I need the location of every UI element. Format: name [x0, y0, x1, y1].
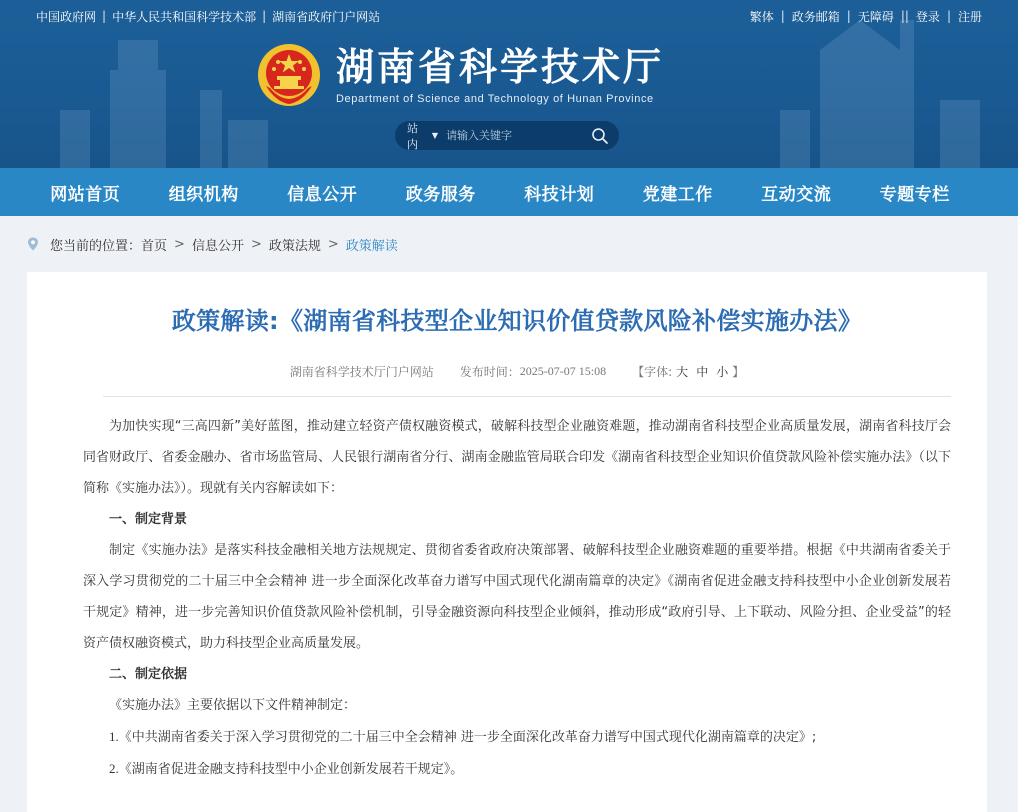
link-hunan-gov[interactable]: 湖南省政府门户网站 — [272, 9, 381, 24]
section-paragraph: 《实施办法》主要依据以下文件精神制定： — [109, 698, 357, 713]
article-source: 湖南省科学技术厅门户网站 — [289, 365, 434, 379]
traditional-chinese-link[interactable]: 繁体 — [749, 9, 774, 24]
separator: | — [262, 9, 267, 23]
site-brand[interactable] — [256, 42, 664, 108]
national-emblem-icon — [256, 42, 322, 108]
breadcrumb-home[interactable]: 首页 — [141, 238, 168, 254]
link-most[interactable]: 中华人民共和国科学技术部 — [112, 9, 257, 24]
breadcrumb-label: 您当前的位置： — [50, 238, 142, 254]
list-item-number: 1. — [109, 729, 119, 744]
font-size-label: 【字体: — [632, 365, 673, 379]
article-meta — [83, 363, 951, 380]
breadcrumb-info-disclosure[interactable]: 信息公开 — [191, 238, 244, 254]
search-icon[interactable] — [591, 127, 609, 145]
breadcrumb-current[interactable]: 政策解读 — [345, 238, 398, 254]
brand-text — [336, 45, 664, 105]
nav-special-topics[interactable]: 专题专栏 — [879, 184, 950, 205]
caret-down-icon: ▼ — [431, 131, 439, 140]
separator: | — [946, 9, 951, 23]
site-search — [395, 121, 619, 150]
location-pin-icon — [27, 237, 39, 251]
font-size-large-button[interactable]: 大 — [676, 365, 689, 379]
separator: | — [780, 9, 785, 23]
meta-divider — [103, 396, 951, 397]
nav-sci-tech-plans[interactable]: 科技计划 — [524, 184, 595, 205]
publish-time: 2025-07-07 15:08 — [519, 364, 607, 378]
font-size-medium-button[interactable]: 中 — [696, 365, 709, 379]
breadcrumb-policy-regulations[interactable]: 政策法规 — [268, 238, 321, 254]
separator: || — [900, 9, 909, 23]
search-input[interactable] — [446, 129, 591, 142]
article-panel — [27, 272, 987, 812]
list-item-text: 《湖南省促进金融支持科技型中小企业创新发展若干规定》。 — [118, 762, 464, 777]
gov-mail-link[interactable]: 政务邮箱 — [791, 9, 840, 24]
nav-organization[interactable]: 组织机构 — [168, 184, 239, 205]
accessibility-link[interactable]: 无障碍 — [857, 9, 894, 24]
login-link[interactable]: 登录 — [915, 9, 940, 24]
separator: | — [102, 9, 107, 23]
separator: | — [846, 9, 851, 23]
breadcrumb-separator: > — [327, 236, 339, 252]
site-subtitle: Department of Science and Technology of Hunan Province — [336, 93, 654, 105]
article-body — [83, 411, 951, 785]
account-links — [750, 8, 982, 25]
nav-info-disclosure[interactable]: 信息公开 — [287, 184, 358, 205]
breadcrumb-separator: > — [174, 236, 185, 252]
search-scope-label: 站内 — [407, 121, 418, 151]
link-gov-cn[interactable]: 中国政府网 — [36, 9, 97, 24]
publish-label: 发布时间： — [459, 365, 520, 379]
list-item — [83, 753, 951, 785]
external-links — [36, 8, 380, 25]
top-utility-bar — [0, 0, 1018, 32]
nav-gov-services[interactable]: 政务服务 — [405, 184, 476, 205]
list-item-text: 《中共湖南省委关于深入学习贯彻党的二十届三中全会精神 进一步全面深化改革奋力谱写中国式现代化湖南篇章的决定》; — [118, 730, 817, 745]
section-paragraph: 制定《实施办法》是落实科技金融相关地方法规规定、贯彻省委省政府决策部署、破解科技型企业融资难题的重要举措。根据《中共湖南省委关于深入学习贯彻党的二十届三中全会精神 进一步全面深化改革奋力谱写中国式现代化湖南篇章的决定》《湖南省促进金融支持科技型中小企业创新发展若干规定》精神，进一步完善知识价值贷款风险补偿机制，引导金融资源向科技型企业倾斜，推动形成“政府引导、上下联动、风险分担、企业受益”的轻资产债权融资模式，助力科技型企业高质量发展。 — [83, 543, 951, 651]
font-size-close: 】 — [732, 365, 745, 379]
breadcrumb-separator: > — [250, 236, 262, 252]
font-size-small-button[interactable]: 小 — [716, 365, 729, 379]
breadcrumb — [0, 216, 1018, 272]
intro-paragraph: 为加快实现“三高四新”美好蓝图，推动建立轻资产债权融资模式，破解科技型企业融资难题，推动湖南省科技型企业高质量发展，湖南省科技厅会同省财政厅、省委金融办、省市场监管局、人民银行湖南省分行、湖南金融监管局联合印发《湖南省科技型企业知识价值贷款风险补偿实施办法》（以下简称《实施办法》）。现就有关内容解读如下： — [83, 419, 951, 496]
article-title: 政策解读:《湖南省科技型企业知识价值贷款风险补偿实施办法》 — [171, 307, 863, 335]
section-heading: 一、制定背景 — [109, 512, 188, 527]
site-header — [0, 0, 1018, 168]
nav-home[interactable]: 网站首页 — [50, 184, 121, 205]
section-heading: 二、制定依据 — [109, 667, 188, 682]
nav-party-building[interactable]: 党建工作 — [642, 184, 713, 205]
search-scope-select[interactable] — [407, 120, 438, 152]
register-link[interactable]: 注册 — [957, 9, 982, 24]
list-item — [83, 721, 951, 753]
nav-interaction[interactable]: 互动交流 — [761, 184, 832, 205]
site-title: 湖南省科学技术厅 — [336, 45, 665, 89]
main-nav — [0, 168, 1018, 216]
list-item-number: 2. — [109, 761, 119, 776]
